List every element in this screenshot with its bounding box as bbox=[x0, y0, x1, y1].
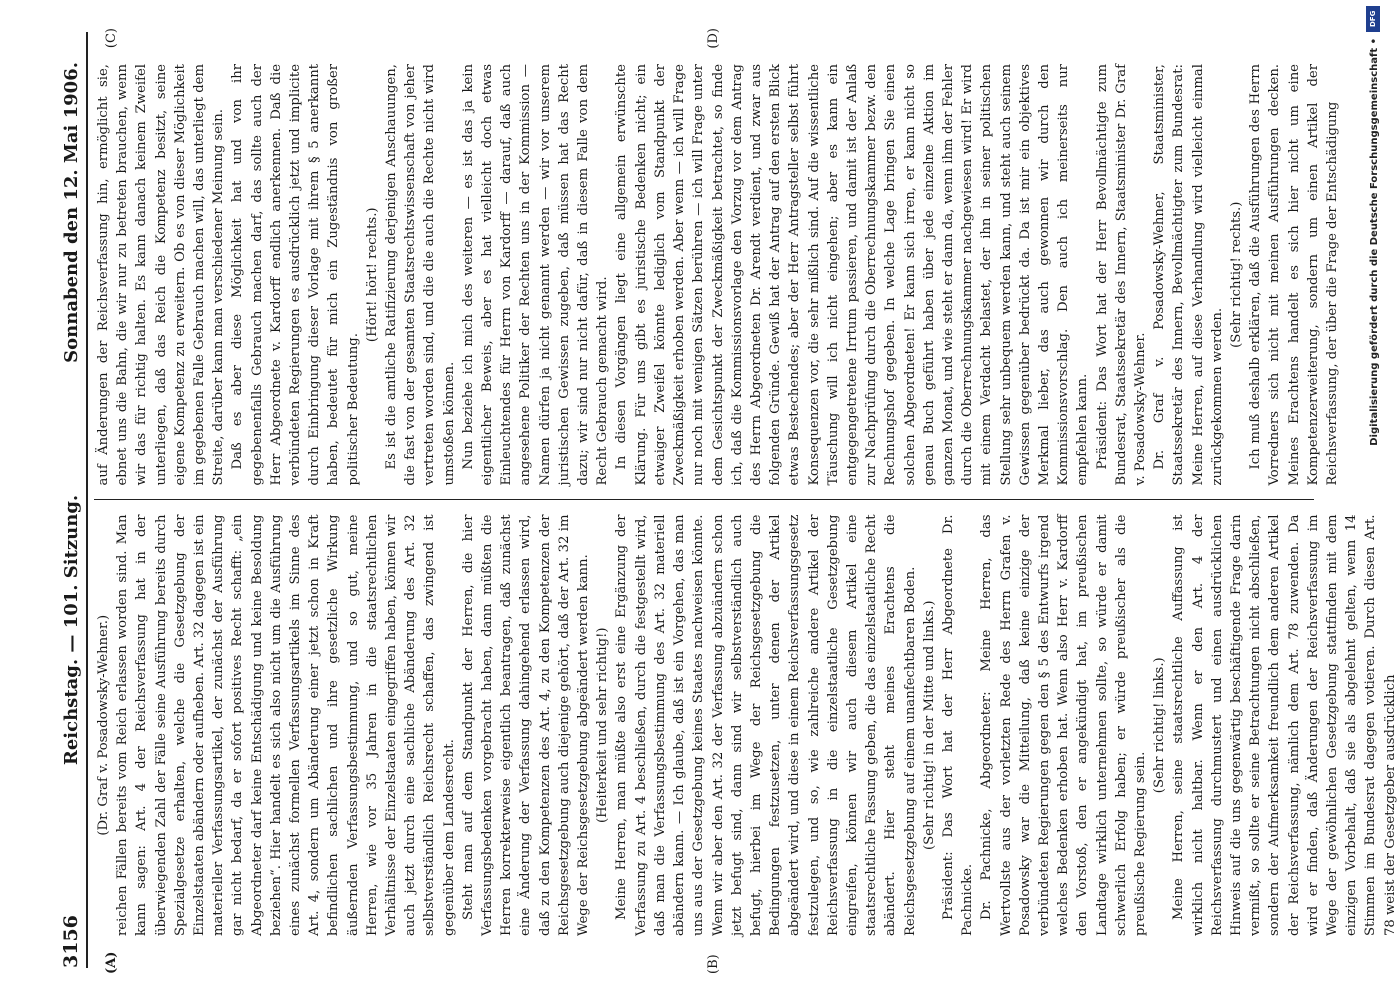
dfg-logo: DFG bbox=[1366, 6, 1380, 32]
left-column bbox=[94, 501, 1398, 974]
header-titles bbox=[61, 32, 82, 915]
right-column bbox=[94, 28, 1340, 501]
paragraph: Meine Herren, man müßte also erst eine Ergänzung der Verfassung zu Art. 4 beschließen, durch die festgestellt wird, daß man die Verfassungsbestimmung des Art. 32 materiell abändern kann. — Ich glaube, daß ist ein Vorgehen, das man uns aus der Gesetzgebung keines Staates nachweisen könnte. Wenn wir aber den Art. 32 der Verfassung abzuändern schon jetzt befugt sind, dann sind wir selbstverständlich auch befugt, hierbei im Wege der Reichsgesetzgebung die Bedingungen festzusetzen, unter denen der Artikel abgeändert wird, und diese in einem Reichsverfassungsgesetz festzulegen, und so, wie zahlreiche andere Artikel der Reichsverfassung in die einzelstaatliche Gesetzgebung eingreifen, können wir auch diesem Artikel eine staatsrechtliche Fassung geben, die das einzelstaatliche Recht abändert. Hier steht meines Erachtens die Reichsgesetzgebung auf einem unanfechtbaren Boden. bbox=[613, 514, 918, 936]
paragraph: Steht man auf dem Standpunkt der Herren, die hier Verfassungsbedenken vorgebracht haben, dann müßten die Herren korrekterweise eigentlich beantragen, daß zunächst eine Änderung der Verfassung dahingehend erlassen wird, daß zu den Kompetenzen des Art. 4, zu den Kompetenzen der Reichsgesetzgebung auch diejenige gehört, daß der Art. 32 im Wege der Reichsgesetzgebung abgeändert werden kann. bbox=[460, 514, 591, 936]
interjection: (Hört! hört! rechts.) bbox=[364, 207, 380, 343]
interjection: (Sehr richtig! links.) bbox=[1151, 657, 1167, 794]
paragraph: Es ist die amtliche Ratifizierung derjenigen Anschauungen, die fast von der gesamten Staatsrechtswissenschaft von jeher vertreten worden sind, und die die auch die Rechte nicht wird umstoßen können. bbox=[383, 64, 457, 486]
header-right-title: Sonnabend den 12. Mai 1906. bbox=[60, 62, 82, 363]
digitization-credit: Digitalisierung gefördert durch die Deutsche Forschungsgemeinschaft • bbox=[1369, 38, 1380, 446]
paragraph: Präsident: Das Wort hat der Herr Abgeordnete Dr. Pachnicke. bbox=[940, 514, 975, 936]
margin-marker-b: (B) bbox=[705, 954, 721, 974]
page-header bbox=[60, 32, 88, 968]
header-left-title: Reichstag. — 101. Sitzung. bbox=[60, 494, 82, 766]
paragraph: Nun beziehe ich mich des weiteren — es ist das ja kein eigentlicher Beweis, aber es hat vielleicht doch etwas Einleuchtendes für Herrn von Kardorff — darauf, daß auch angesehene Politiker der Rechten uns in der Kommission — Namen dürfen ja nicht genannt werden — wir vor unserem juristischen Gewissen zugeben, daß müssen hat das Recht dazu; wir sind nur nicht dafür, daß in diesem Falle von dem Recht Gebrauch gemacht wird. bbox=[460, 64, 610, 486]
paragraph: Daß es aber diese Möglichkeit hat und von ihr gegebenenfalls Gebrauch machen darf, das sollte auch der Herr Abgeordnete v. Kardorff endlich anerkennen. Daß die verbündeten Regierungen es ausdrücklich jetzt und implicite durch Einbringung dieser Vorlage mit ihrem § 5 anerkannt haben, bedeutet für mich ein Zugeständnis von großer politischer Bedeutung. bbox=[229, 64, 361, 486]
digitization-sidebar bbox=[1361, 0, 1383, 1000]
margin-marker-a: (A) bbox=[103, 951, 119, 974]
page-number: 3156 bbox=[59, 915, 82, 968]
paragraph: Dr. Pachnicke, Abgeordneter: Meine Herren, das Wertvollste aus der vorletzten Rede des Herrn Grafen v. Posadowsky war die Mitteilung, daß keine einzige der verbündeten Regierungen gegen den § 5 des Entwurfs irgend welches Bedenken erhoben hat. Wenn also Herr v. Kardorff den Vorstoß, den er angekündigt hat, im preußischen Landtage wirklich unternehmen sollte, so würde er damit schwerlich Erfolg haben; er würde preußischer als die preußische Regierung sein. bbox=[978, 514, 1148, 936]
paragraph: Präsident: Das Wort hat der Herr Bevollmächtigte zum Bundesrat, Staatssekretär des Innern, Staatsminister Dr. Graf v. Posadowsky-Wehner. bbox=[1094, 64, 1148, 486]
interjection: (Sehr richtig! rechts.) bbox=[1228, 201, 1244, 348]
paragraph: In diesen Vorgängen liegt eine allgemein erwünschte Klärung. Für uns gibt es juristische Bedenken nicht; ein etwaiger Zweifel könnte lediglich vom Standpunkt der Zweckmäßigkeit erhoben werden. Aber wenn — ich will Frage nur noch mit wenigen Sätzen berühren — ich will Frage unter dem Gesichtspunkt der Zweckmäßigkeit betrachtet, so finde ich, daß die Kommissionsvorlage den Vorzug vor dem Antrag des Herrn Abgeordneten Dr. Arendt verdient, und zwar aus folgenden Gründe. Gewiß hat der Antrag auf den ersten Blick etwas Bestechendes; aber der Herr Antragsteller selbst führt Konsequenzen vor, die sehr mißlich sind. Auf die wissentliche Täuschung will ich nicht eingehen; aber es kann ein entgegengetretene Irrtum passieren, und damit ist der Anlaß zur Nachprüfung durch die Oberrechnungskammer bezw. den Rechnungshof gegeben. In welche Lage bringen Sie einen solchen Abgeordneten! Er kann sich irren, er kann nicht so genau Buch geführt haben über jede einzelne Aktion im ganzen Monat, und wie steht er dann da, wenn ihm der Fehler durch die Oberrechnungskammer nachgewiesen wird! Er wird mit einem Verdacht belastet, der ihn in seiner politischen Stellung sehr unbequem werden kann, und steht auch seinem Gewissen gegenüber bedrückt da. Da ist mir ein objektives Merkmal lieber, das auch gewonnen wir durch den Kommissionsvorschlag. Den auch ich meinerseits nur empfehlen kann. bbox=[613, 64, 1090, 486]
paragraph: Ich muß deshalb erklären, daß die Ausführungen des Herrn Vorredners sich nicht mit meinen Ausführungen decken. Meines Erachtens handelt es sich hier nicht um eine Kompetenzerweiterung, sondern um einen Artikel der Reichsverfassung, der über die Frage der Entschädigung bbox=[1247, 64, 1340, 486]
paragraph: Meine Herren, seine staatsrechtliche Auffassung ist wirklich nicht haltbar. Wenn er den Art. 4 der Reichsverfassung durchmustert und einen ausdrücklichen Hinweis auf die uns gegenwärtig beschäftigende Frage darin vermißt, so sollte er seine Betrachtungen nicht abschließen, sondern der Aufmerksamkeit freundlich dem anderen Artikel der Reichsverfassung, nämlich dem Art. 78 zuwenden. Da wird er finden, daß Änderungen der Reichsverfassung im Wege der gewöhnlichen Gesetzgebung stattfinden mit dem einzigen Vorbehalt, daß sie als abgelehnt gelten, wenn 14 Stimmen im Bundesrat dagegen votieren. Durch diesen Art. 78 weist der Gesetzgeber ausdrücklich bbox=[1170, 514, 1398, 936]
paragraph: Dr. Graf v. Posadowsky-Wehner, Staatsminister, Staatssekretär des Innern, Bevollmächtigter zum Bundesrat: Meine Herren, auf diese Verhandlung wird vielleicht einmal zurückgekommen werden. bbox=[1151, 64, 1225, 486]
interjection: (Sehr richtig! in der Mitte und links.) bbox=[921, 600, 937, 850]
margin-marker-d: (D) bbox=[705, 28, 721, 49]
paragraph: auf Änderungen der Reichsverfassung hin, ermöglicht sie, ebnet uns die Bahn, die wir nur zu betreten brauchen, wenn wir das für richtig halten. Es kann danach keinem Zweifel unterliegen, daß das Reich die Kompetenz besitzt, seine eigene Kompetenz zu erweitern. Ob es von dieser Möglichkeit im gegebenen Falle Gebrauch machen will, das unterliegt dem Streite, darüber kann man verschiedener Meinung sein. bbox=[95, 64, 226, 486]
margin-marker-c: (C) bbox=[103, 28, 119, 49]
paragraph: reichen Fällen bereits vom Reich erlassen worden sind. Man kann sagen: Art. 4 der Reichsverfassung hat in der überwiegenden Zahl der Fälle seine Ausführung bereits durch Spezialgesetze erhalten, welche die Gesetzgebung der Einzelstaaten abändern oder aufheben. Art. 32 dagegen ist ein materieller Verfassungsartikel, der zunächst der Ausführung gar nicht bedarf, da er sofort positives Recht schafft: „ein Abgeordneter darf keine Entschädigung und keine Besoldung beziehen“. Hier handelt es sich also nicht um die Ausführung eines zunächst formellen Verfassungsartikels im Sinne des Art. 4, sondern um Abänderung einer jetzt schon in Kraft befindlichen sachlichen und ihre gesetzliche Wirkung äußernden Verfassungsbestimmung, und so gut, meine Herren, wie vor 35 Jahren in die staatsrechtlichen Verhältnisse der Einzelstaaten eingegriffen haben, können wir auch jetzt durch eine sachliche Abänderung des Art. 32 selbstverständlich Reichsrecht schaffen, das zwingend ist gegenüber dem Landesrecht. bbox=[114, 514, 457, 936]
speaker-header: (Dr. Graf v. Posadowsky-Wehner.) bbox=[95, 614, 111, 836]
interjection: (Heiterkeit und sehr richtig!) bbox=[594, 627, 610, 824]
